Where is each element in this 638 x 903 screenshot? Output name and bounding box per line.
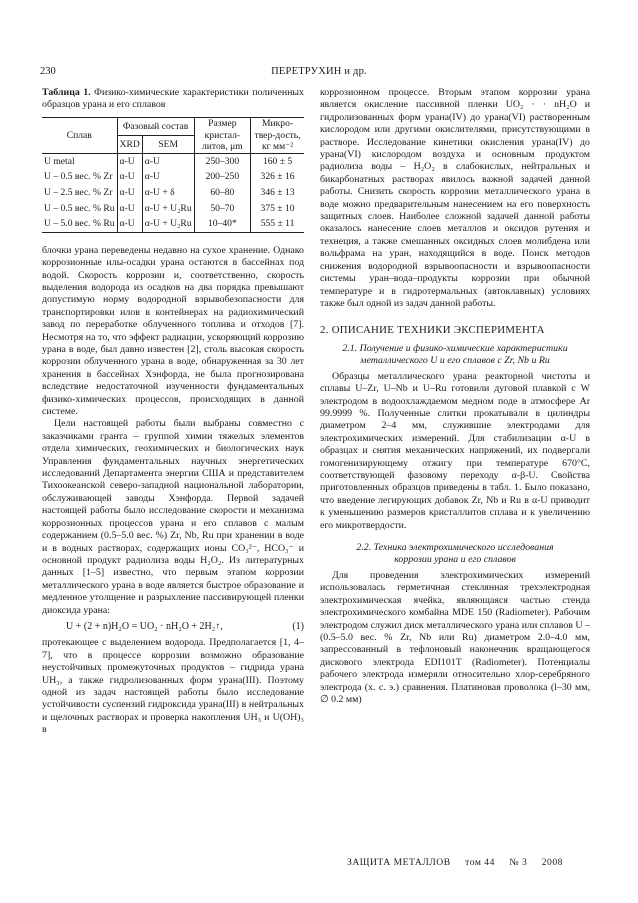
section-heading: 2. ОПИСАНИЕ ТЕХНИКИ ЭКСПЕРИМЕНТА	[320, 324, 545, 337]
right-column	[320, 87, 590, 706]
subsection-heading: 2.1. Получение и физико-химические характеристики металлического U и его сплавов с Zr, Nb и Ru	[342, 342, 568, 366]
cell-sem: α-U	[142, 169, 194, 185]
cell-xrd: α-U	[117, 216, 142, 232]
cell-alloy: U – 0.5 вес. % Ru	[44, 202, 115, 214]
col-phase: Фазовый состав	[117, 118, 194, 136]
journal-name: ЗАЩИТА МЕТАЛЛОВ	[347, 857, 451, 868]
cell-sem: α-U + U₂Ru	[142, 216, 194, 232]
table-row	[42, 153, 304, 169]
cell-sem: α-U + δ	[142, 185, 194, 201]
equation-1	[42, 617, 304, 637]
cell-sem: α-U	[142, 153, 194, 169]
cell-alloy: U – 0.5 вес. % Zr	[44, 171, 113, 183]
cell-alloy: U – 2.5 вес. % Zr	[44, 186, 113, 198]
cell-xrd: α-U	[117, 169, 142, 185]
cell-hardness: 346 ± 13	[251, 185, 304, 201]
body-paragraph: Образцы металлического урана реакторной чистоты и сплавы U–Zr, U–Nb и U–Ru готовили дуговой плавкой с W электродом в водоохлаждаемом медном поде в атмосфере Ar 99.9999 %. Полученные слитки прокатывали в цилиндры диаметром 2–4 мм, служившие электродами для электрохимических измерений. Для стабилизации α-U в образцах и снятия механических напряжений, их подвергали гомогенизирующему отжигу при температуре 670°C, соответствующей фазовому переходу α-β-U. Свойства приготовленных образцов приведены в табл. 1. Было показано, что введение легирующих добавок Zr, Nb и Ru в α-U приводит к уменьшению размеров кристаллитов сплава и к увеличению его микротвердости.	[320, 370, 590, 531]
table-caption	[42, 87, 304, 111]
running-footer	[320, 857, 590, 868]
properties-table	[42, 117, 304, 233]
cell-hardness: 160 ± 5	[251, 153, 304, 169]
cell-xrd: α-U	[117, 201, 142, 217]
running-title: ПЕРЕТРУХИН и др.	[271, 66, 367, 77]
body-paragraph: Цели настоящей работы были выбраны совместно с заказчиками гранта – группой химии тяжелых элементов отдела химических, геохимических и биологических наук Управления фундаментальных научных энергетических исследований Департамента энергии США и представителем Тихоокеанской северо-западной национальной лаборатории, обслуживающей заводы Хэнфорда. Первой задачей настоящей работы было исследование скорости и механизма коррозионных процессов урана и его сплавов с малым содержанием (0.5–5.0 вес. %) Zr, Nb, Ru при хранении в воде и в водных растворах, содержащих ионы CO₃²⁻, HCO₃⁻ и основной продукт радиолиза воды H₂O₂. Из литературных данных [1–5] известно, что первым этапом коррозии металлического урана в воде является быстрое образование и медленное утолщение и разрыхление пассивирующей пленки диоксида урана:	[42, 418, 304, 616]
cell-hardness: 555 ± 11	[251, 216, 304, 232]
table-row	[42, 169, 304, 185]
body-paragraph: блочки урана переведены недавно на сухое хранение. Однако коррозионные илы-осадки урана остаются в бассейнах под водой. Скорость коррозии и, соответственно, скорость выделения водорода из осадков на два порядка превышают допустимую норму водородной взрывобезопасности для транспортировки илов в контейнерах на радиохимический завод по переработке облученного топлива и отходов [7]. Несмотря на то, что эффект радиации, ускоряющий коррозию урана в воде, был давно известен [2], столь высокая скорость коррозии облученного урана в воде, обнаруженная за 30 лет хранения в бассейнах Хэнфорда, не была прогнозирована вследствие недостаточной изученности фундаментальных физико-химических процессов, происходящих в данной системе.	[42, 244, 304, 418]
table-caption-text: Физико-химические характеристики поличенных образцов урана и его сплавов	[42, 87, 304, 110]
journal-volume: том 44	[465, 857, 495, 868]
cell-size: 50–70	[194, 201, 250, 217]
body-paragraph: протекающее с выделением водорода. Предполагается [1, 4–7], что в процессе коррозии возможно образование неустойчивых промежуточных продуктов – гидрида урана UH₃, а также гидролизованных форм урана(III). Поэтому одной из задач настоящей работы было исследование устойчивости суспензий гидроксида урана(III) в нейтральных и щелочных растворах и проверка накопления UH₃ и U(OH)₃ в	[42, 637, 304, 736]
journal-year: 2008	[541, 857, 563, 868]
col-micro: Микро-твер-дость, кг мм⁻²	[251, 118, 304, 154]
cell-xrd: α-U	[117, 153, 142, 169]
cell-hardness: 326 ± 16	[251, 169, 304, 185]
cell-alloy: U – 5.0 вес. % Ru	[42, 216, 117, 232]
equation-number: (1)	[292, 620, 304, 632]
page-number: 230	[40, 66, 56, 77]
table-row	[42, 216, 304, 232]
cell-hardness: 375 ± 10	[251, 201, 304, 217]
subsection-heading: 2.2. Техника электрохимического исследования коррозии урана и его сплавов	[356, 542, 554, 565]
table-row	[42, 201, 304, 217]
left-column	[42, 87, 304, 737]
col-size: Размер кристал-литов, μm	[194, 118, 250, 154]
col-alloy: Сплав	[42, 118, 117, 154]
cell-size: 200–250	[194, 169, 250, 185]
table-row	[42, 185, 304, 201]
body-paragraph: коррозионном процессе. Вторым этапом коррозии урана является окисление пассивной пленки UO₂ · · nH₂O и гидролизованных форм урана(IV) до урана(VI) растворенным кислородом или другими окислителями, присутствующими в растворе. Исследование кинетики окисления урана(IV) до урана(VI) кислородом воздуха и основным продуктом радиолиза воды – H₂O₂ в слабокислых, нейтральных и бикарбонатных растворах явилось важной задачей данной работы. Снизить скорость коррозии металлического урана в воде можно предварительным нанесением на его поверхность защитных слоев. Наиболее сложной задачей данной работы оказалось нанесение слоев металлов и оксидов рутения и технеция, а также смешанных оксидных слоев молибдена или вольфрама на уран, находящийся в воде. Поиск методов снижения водородной взрывоопасности и взрывоопасности системы уран–вода–продукты коррозии при обычной температуре и в гидротермальных (автоклавных) условиях также был одной из задач данной работы.	[320, 87, 590, 309]
journal-issue: № 3	[509, 857, 528, 868]
cell-size: 60–80	[194, 185, 250, 201]
table-label: Таблица 1.	[42, 87, 91, 98]
cell-size: 10–40*	[194, 216, 250, 232]
cell-alloy: U metal	[44, 155, 75, 167]
equation-text: U + (2 + n)H₂O = UO₂ · nH₂O + 2H₂↑,	[66, 620, 223, 632]
body-paragraph: Для проведения электрохимических измерений использовалась герметичная стеклянная трехэлектродная электрохимическая ячейка, являющаяся частью стенда электрохимического комбайна MDE 150 (Radiometer). Рабочим электродом служил диск металлического урана или сплавов U – (0.5–5.0 вес. % Zr, Nb или Ru) диаметром 2.0–4.0 мм, запрессованный в тефлоновый наконечник вращающегося дискового электрода EDI101T (Radiometer). Потенциалы рабочего электрода измеряли относительно хлор-серебряного электрода (х. с. э.) сравнения. Платиновая проволока (l–30 мм, ∅ 0.2 мм)	[320, 570, 590, 706]
running-header	[40, 66, 598, 80]
col-xrd: XRD	[117, 135, 142, 153]
col-sem: SEM	[142, 135, 194, 153]
cell-sem: α-U + U₂Ru	[142, 201, 194, 217]
cell-xrd: α-U	[117, 185, 142, 201]
cell-size: 250–300	[194, 153, 250, 169]
